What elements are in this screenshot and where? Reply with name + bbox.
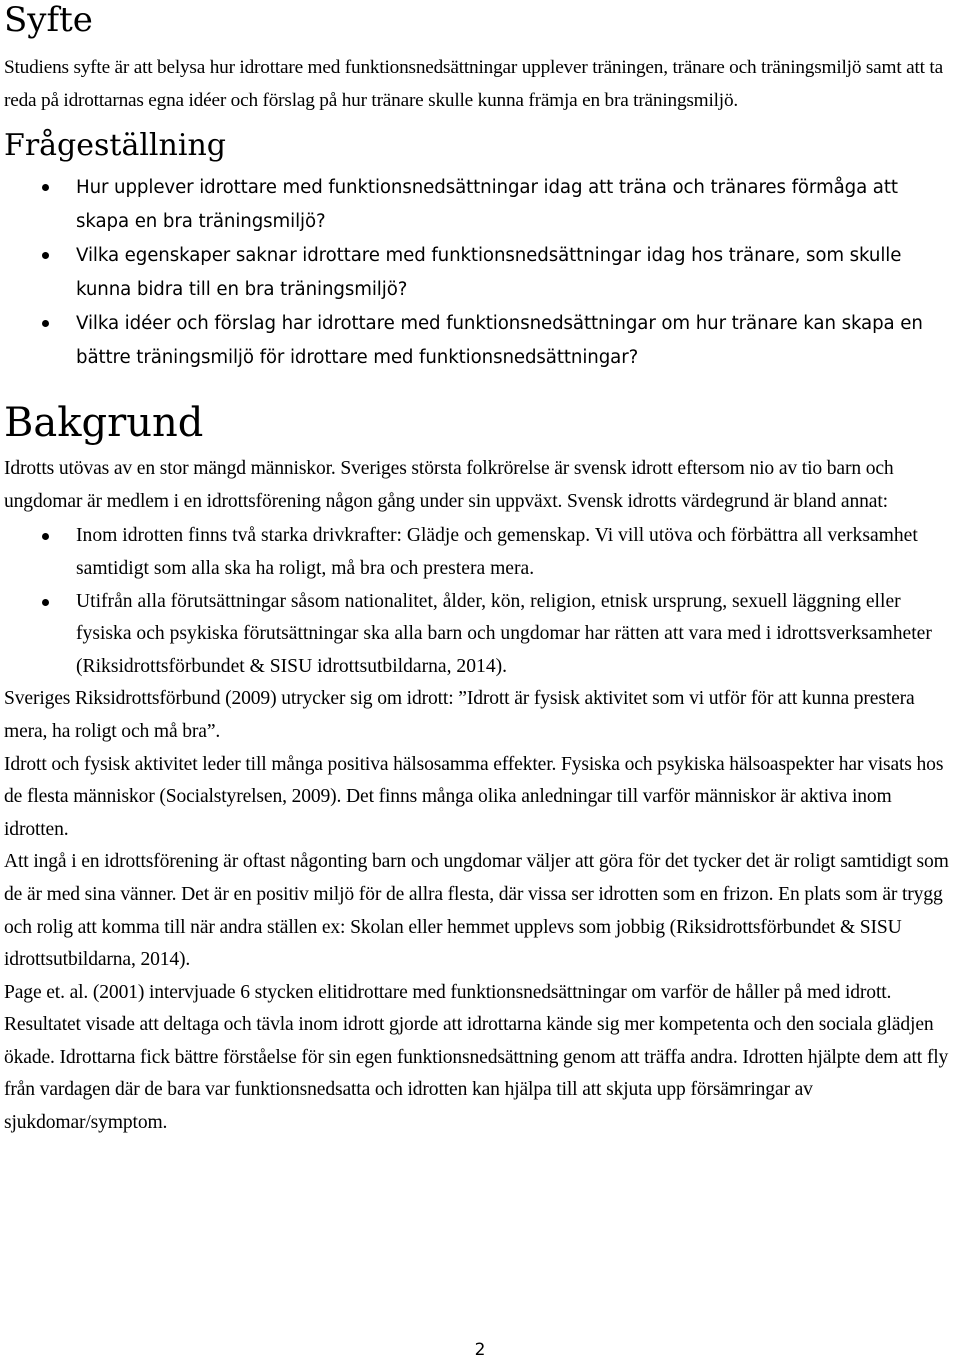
list-item: Utifrån alla förutsättningar såsom nationalitet, ålder, kön, religion, etnisk ursprung, sexuell läggning eller fysiska och psykiska förutsättningar ska alla barn och ungdomar har rätten att vara med i idrottsverksamheter (Riksidrottsförbundet & SISU idrottsutbildarna, 2014). bbox=[4, 586, 956, 684]
heading-fragestallning: Frågeställning bbox=[4, 128, 226, 164]
list-item: Hur upplever idrottare med funktionsnedsättningar idag att träna och tränares förmåga att skapa en bra träningsmiljö? bbox=[4, 171, 956, 239]
research-questions-list bbox=[4, 171, 956, 375]
bullet-icon bbox=[42, 599, 49, 606]
list-item: Inom idrotten finns två starka drivkrafter: Glädje och gemenskap. Vi vill utöva och förbättra all verksamhet samtidigt som alla ska ha roligt, må bra och prestera mera. bbox=[4, 520, 956, 585]
page-number: 2 bbox=[474, 1340, 486, 1360]
syfte-paragraph: Studiens syfte är att belysa hur idrottare med funktionsnedsättningar upplever träningen, tränare och träningsmiljö samt att ta reda på idrottarnas egna idéer och förslag på hur tränare skulle kunna främja en bra träningsmiljö. bbox=[4, 57, 943, 111]
bullet-icon bbox=[42, 320, 49, 327]
heading-syfte: Syfte bbox=[4, 0, 93, 40]
bullet-icon bbox=[42, 184, 49, 191]
document-page bbox=[4, 0, 956, 1140]
bakgrund-paragraph: Sveriges Riksidrottsförbund (2009) utrycker sig om idrott: ”Idrott är fysisk aktivitet som vi utför för att kunna prestera mera, ha roligt och må bra”. bbox=[4, 688, 915, 742]
bullet-icon bbox=[42, 252, 49, 259]
bakgrund-paragraph: Page et. al. (2001) intervjuade 6 stycken elitidrottare med funktionsnedsättningar om varför de håller på med idrott. Resultatet visade att deltaga och tävla inom idrott gjorde att idrottarna kände sig mer kompetenta och den sociala glädjen ökade. Idrottarna fick bättre förståelse för sin egen funktionsnedsättning genom att träffa andra. Idrotten hjälpte dem att fly från vardagen där de bara var funktionsnedsatta och idrotten kan hjälpa till att skjuta upp försämringar av sjukdomar/symptom. bbox=[4, 981, 949, 1134]
bakgrund-paragraph: Idrott och fysisk aktivitet leder till många positiva hälsosamma effekter. Fysiska och psykiska hälsoaspekter har visats hos de flesta människor (Socialstyrelsen, 2009). Det finns många olika anledningar till varför människor är aktiva inom idrotten. bbox=[4, 753, 944, 840]
values-list bbox=[4, 520, 956, 683]
heading-bakgrund: Bakgrund bbox=[4, 400, 204, 447]
list-item: Vilka idéer och förslag har idrottare med funktionsnedsättningar om hur tränare kan skapa en bättre träningsmiljö för idrottare med funktionsnedsättningar? bbox=[4, 307, 956, 375]
bakgrund-intro: Idrotts utövas av en stor mängd människor. Sveriges största folkrörelse är svensk idrott eftersom nio av tio barn och ungdomar är medlem i en idrottsförening någon gång under sin uppväxt. Svensk idrotts värdegrund är bland annat: bbox=[4, 458, 894, 512]
list-item: Vilka egenskaper saknar idrottare med funktionsnedsättningar idag hos tränare, som skulle kunna bidra till en bra träningsmiljö? bbox=[4, 239, 956, 307]
bakgrund-paragraph: Att ingå i en idrottsförening är oftast någonting barn och ungdomar väljer att göra för det tycker det är roligt samtidigt som de är med sina vänner. Det är en positiv miljö för de allra flesta, där vissa ser idrotten som en frizon. En plats som är trygg och rolig att komma till när andra ställen ex: Skolan eller hemmet upplevs som jobbig (Riksidrottsförbundet & SISU idrottsutbildarna, 2014). bbox=[4, 851, 949, 971]
bullet-icon bbox=[42, 533, 49, 540]
